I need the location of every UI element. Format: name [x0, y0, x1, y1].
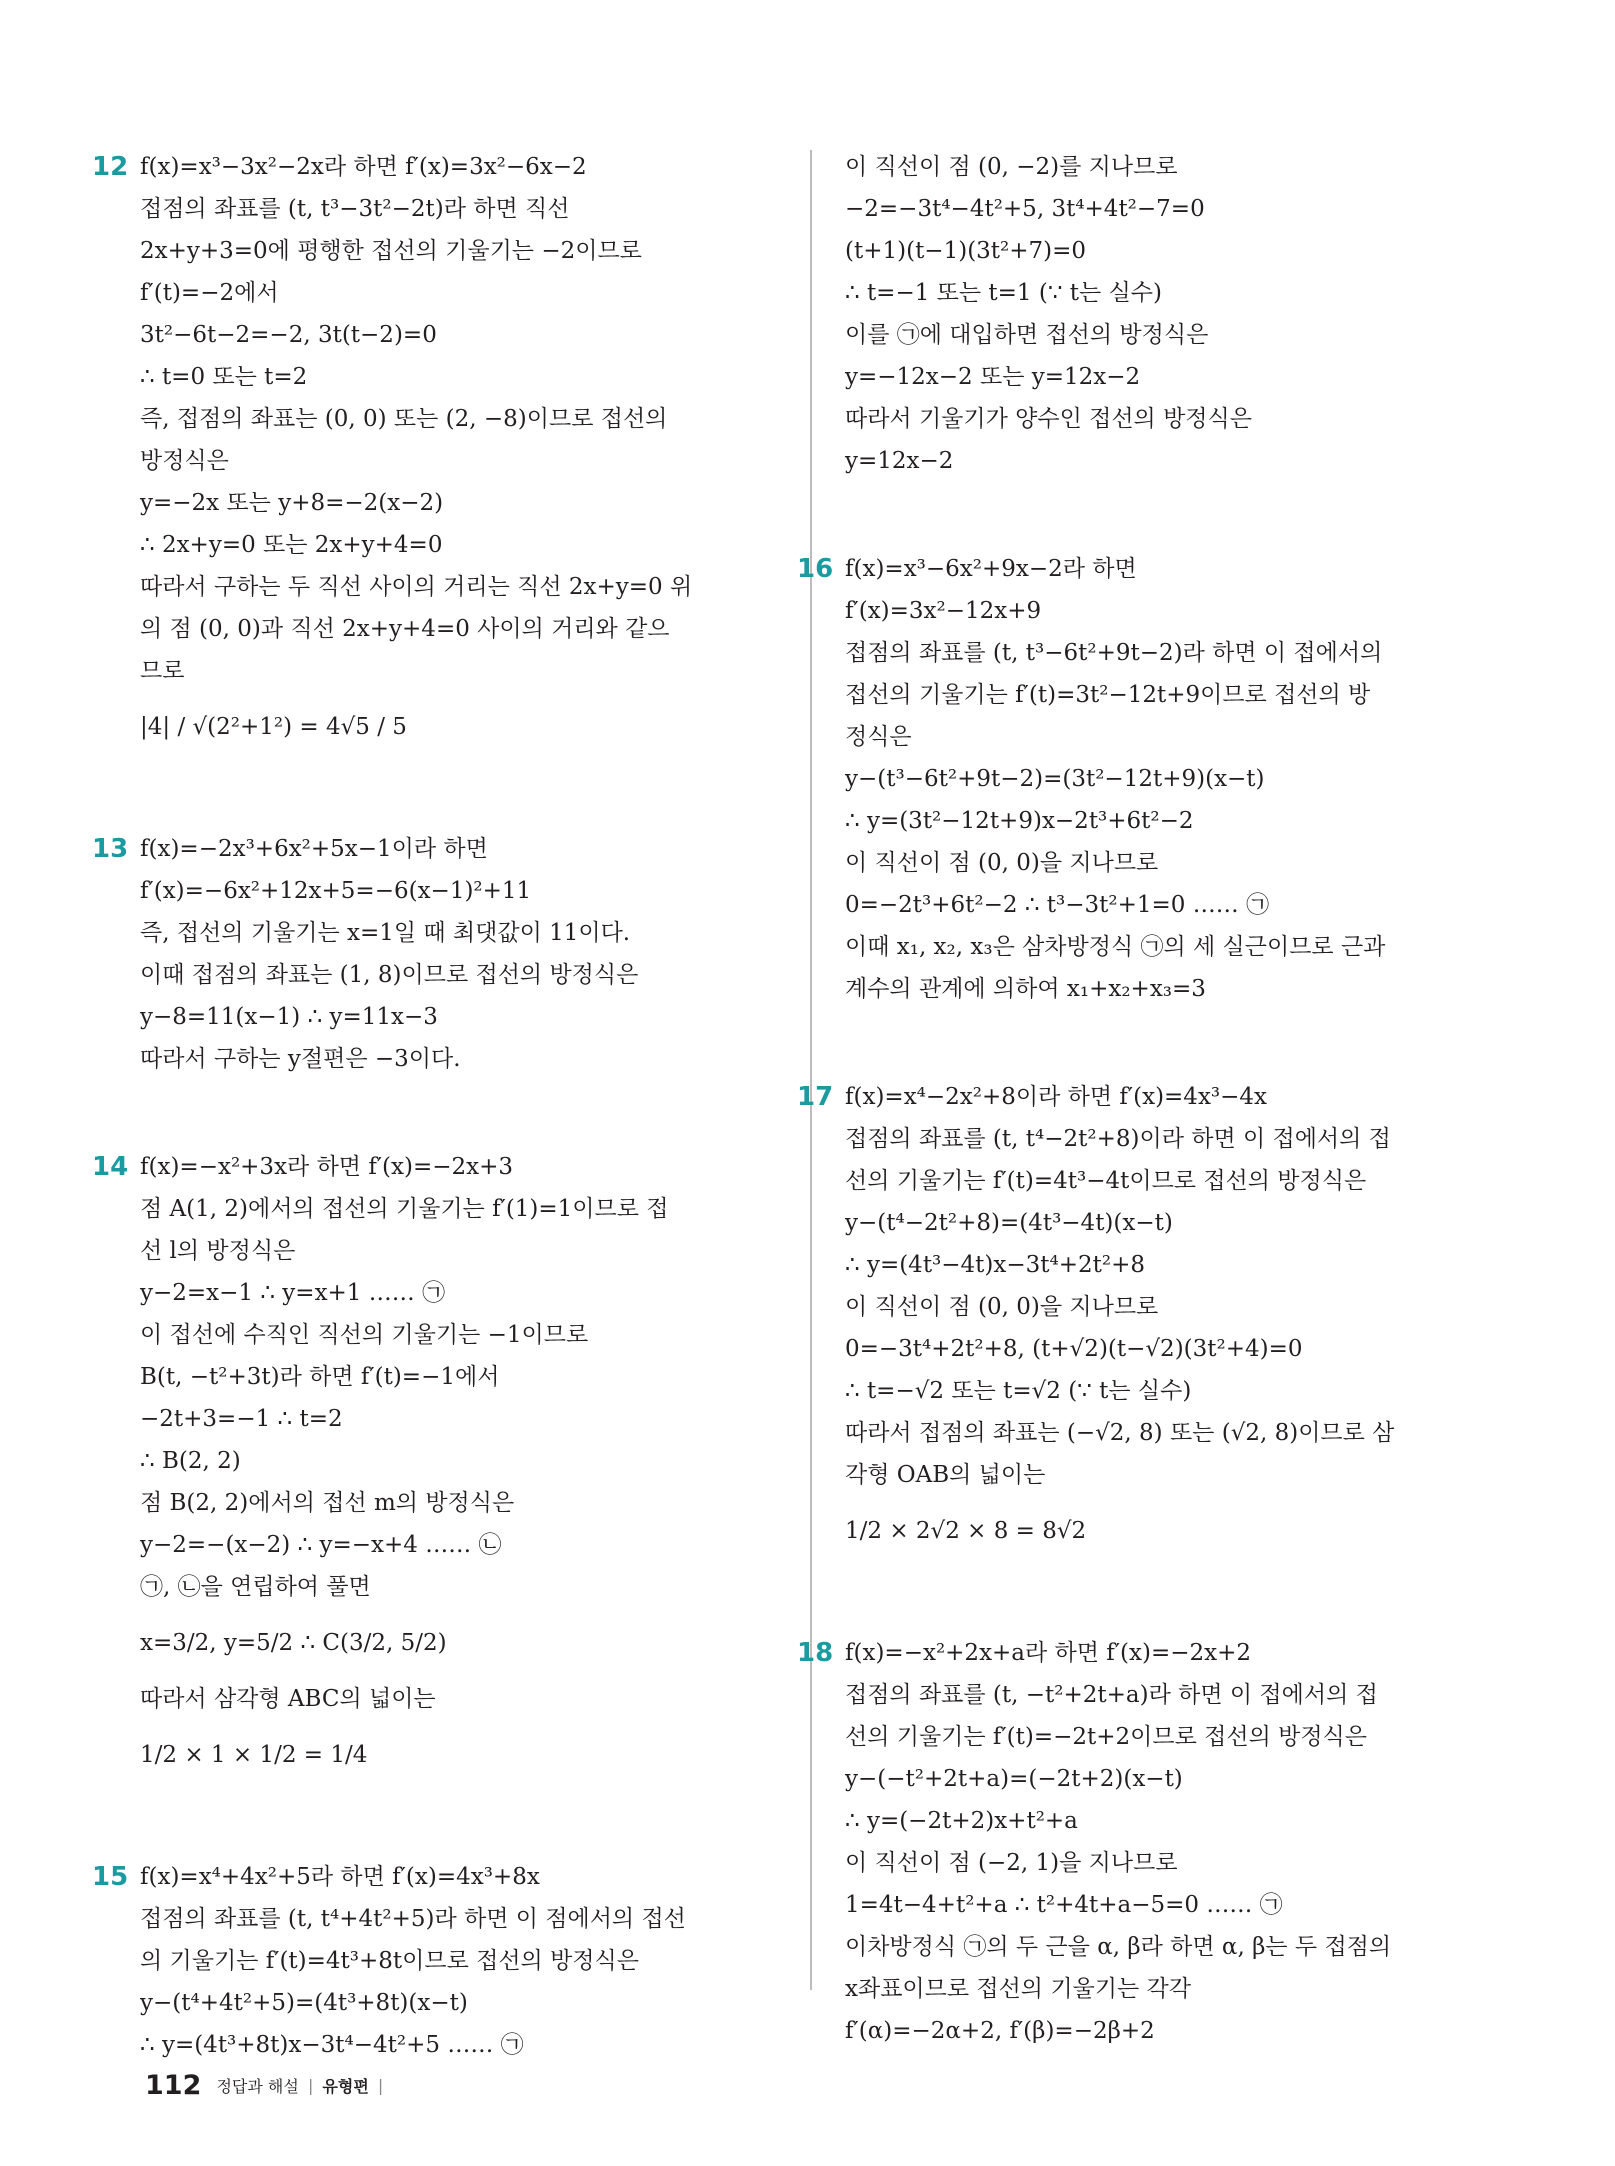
solution-line: y−2=x−1 ∴ y=x+1 …… ㉠	[140, 1280, 446, 1306]
solution-line: y=−12x−2 또는 y=12x−2	[845, 364, 1141, 390]
solution-line: x좌표이므로 접선의 기울기는 각각	[845, 1976, 1191, 2002]
solution-line: 각형 OAB의 넓이는	[845, 1462, 1046, 1488]
problem-number: 16	[797, 554, 834, 584]
solution-line: −2t+3=−1 ∴ t=2	[140, 1406, 343, 1432]
book-title: 정답과 해설	[216, 2077, 299, 2096]
solution-line: 점 B(2, 2)에서의 접선 m의 방정식은	[140, 1490, 515, 1516]
solution-line: 즉, 접점의 좌표는 (0, 0) 또는 (2, −8)이므로 접선의	[140, 406, 668, 432]
problem-number: 12	[92, 152, 129, 182]
solution-line: f′(t)=−2에서	[140, 280, 279, 306]
solution-line: 이 접선에 수직인 직선의 기울기는 −1이므로	[140, 1322, 589, 1348]
solution-line: 접점의 좌표를 (t, −t²+2t+a)라 하면 이 접에서의 접	[845, 1682, 1378, 1708]
solution-line: ∴ t=−√2 또는 t=√2 (∵ t는 실수)	[845, 1378, 1192, 1404]
problem-17	[797, 1076, 1485, 1566]
solution-line: 므로	[140, 658, 185, 684]
solution-line: 정식은	[845, 724, 912, 750]
solution-line: x=3/2, y=5/2 ∴ C(3/2, 5/2)	[140, 1630, 447, 1656]
solution-line: ∴ B(2, 2)	[140, 1448, 241, 1474]
solution-line: 접점의 좌표를 (t, t³−6t²+9t−2)라 하면 이 접에서의	[845, 640, 1383, 666]
solution-line: −2=−3t⁴−4t²+5, 3t⁴+4t²−7=0	[845, 196, 1205, 222]
part-name: 유형편	[322, 2077, 369, 2096]
problem-15	[92, 1856, 780, 2066]
solution-line: 이때 접점의 좌표는 (1, 8)이므로 접선의 방정식은	[140, 962, 639, 988]
solution-line: y=−2x 또는 y+8=−2(x−2)	[140, 490, 444, 516]
page-footer	[145, 2070, 387, 2101]
solution-line: y−2=−(x−2) ∴ y=−x+4 …… ㉡	[140, 1532, 502, 1558]
solution-line: y−(−t²+2t+a)=(−2t+2)(x−t)	[845, 1766, 1183, 1792]
solution-line: f(x)=−2x³+6x²+5x−1이라 하면	[140, 836, 488, 862]
solution-line: 이 직선이 점 (0, −2)를 지나므로	[845, 154, 1178, 180]
solution-line: y−(t³−6t²+9t−2)=(3t²−12t+9)(x−t)	[845, 766, 1265, 792]
solution-line: 따라서 구하는 y절편은 −3이다.	[140, 1046, 461, 1072]
problem-number: 15	[92, 1862, 129, 1892]
solution-line: 1=4t−4+t²+a ∴ t²+4t+a−5=0 …… ㉠	[845, 1892, 1283, 1918]
solution-line: y−(t⁴−2t²+8)=(4t³−4t)(x−t)	[845, 1210, 1173, 1236]
solution-line: 따라서 삼각형 ABC의 넓이는	[140, 1686, 436, 1712]
solution-line: 접선의 기울기는 f′(t)=3t²−12t+9이므로 접선의 방	[845, 682, 1371, 708]
footer-separator: |	[377, 2076, 384, 2095]
problem-14	[92, 1146, 780, 1790]
problem-number: 14	[92, 1152, 129, 1182]
solution-line: y=12x−2	[845, 448, 954, 474]
solution-line: 이차방정식 ㉠의 두 근을 α, β라 하면 α, β는 두 접점의	[845, 1934, 1392, 1960]
problem-12	[92, 146, 780, 762]
solution-line: |4| / √(2²+1²) = 4√5 / 5	[140, 714, 407, 740]
solution-line: f′(x)=3x²−12x+9	[845, 598, 1042, 624]
solution-line: y−(t⁴+4t²+5)=(4t³+8t)(x−t)	[140, 1990, 468, 2016]
solution-line: 2x+y+3=0에 평행한 접선의 기울기는 −2이므로	[140, 238, 642, 264]
solution-line: 선의 기울기는 f′(t)=−2t+2이므로 접선의 방정식은	[845, 1724, 1367, 1750]
solution-line: ∴ y=(−2t+2)x+t²+a	[845, 1808, 1078, 1834]
solution-line: 1/2 × 1 × 1/2 = 1/4	[140, 1742, 368, 1768]
solution-line: ㉠, ㉡을 연립하여 풀면	[140, 1574, 371, 1600]
footer-separator: |	[307, 2076, 314, 2095]
left-column	[92, 146, 780, 2066]
solution-line: ∴ t=−1 또는 t=1 (∵ t는 실수)	[845, 280, 1162, 306]
solution-line: f(x)=x⁴−2x²+8이라 하면 f′(x)=4x³−4x	[845, 1084, 1268, 1110]
solution-line: y−8=11(x−1) ∴ y=11x−3	[140, 1004, 438, 1030]
solution-line: 1/2 × 2√2 × 8 = 8√2	[845, 1518, 1087, 1544]
solution-line: ∴ y=(3t²−12t+9)x−2t³+6t²−2	[845, 808, 1194, 834]
solution-line: f′(α)=−2α+2, f′(β)=−2β+2	[845, 2018, 1155, 2044]
problem-13	[92, 828, 780, 1080]
solution-line: 3t²−6t−2=−2, 3t(t−2)=0	[140, 322, 437, 348]
solution-line: f(x)=x³−3x²−2x라 하면 f′(x)=3x²−6x−2	[140, 154, 587, 180]
solution-line: f(x)=−x²+2x+a라 하면 f′(x)=−2x+2	[845, 1640, 1252, 1666]
solution-line: ∴ 2x+y=0 또는 2x+y+4=0	[140, 532, 443, 558]
problem-15-continued	[845, 146, 1485, 482]
solution-line: f(x)=−x²+3x라 하면 f′(x)=−2x+3	[140, 1154, 514, 1180]
solution-line: (t+1)(t−1)(3t²+7)=0	[845, 238, 1087, 264]
solution-line: 따라서 구하는 두 직선 사이의 거리는 직선 2x+y=0 위	[140, 574, 693, 600]
solution-line: 점 A(1, 2)에서의 접선의 기울기는 f′(1)=1이므로 접	[140, 1196, 669, 1222]
problem-16	[797, 548, 1485, 1010]
page-number: 112	[145, 2070, 202, 2101]
solution-line: 계수의 관계에 의하여 x₁+x₂+x₃=3	[845, 976, 1206, 1002]
solution-line: 0=−2t³+6t²−2 ∴ t³−3t²+1=0 …… ㉠	[845, 892, 1270, 918]
solution-line: f(x)=x³−6x²+9x−2라 하면	[845, 556, 1137, 582]
solution-line: 따라서 기울기가 양수인 접선의 방정식은	[845, 406, 1252, 432]
problem-number: 18	[797, 1638, 834, 1668]
solution-line: 즉, 접선의 기울기는 x=1일 때 최댓값이 11이다.	[140, 920, 631, 946]
solution-line: 접점의 좌표를 (t, t⁴+4t²+5)라 하면 이 점에서의 접선	[140, 1906, 686, 1932]
problem-number: 17	[797, 1082, 834, 1112]
solution-line: 이 직선이 점 (0, 0)을 지나므로	[845, 850, 1159, 876]
solution-line: 따라서 접점의 좌표는 (−√2, 8) 또는 (√2, 8)이므로 삼	[845, 1420, 1395, 1446]
solution-line: B(t, −t²+3t)라 하면 f′(t)=−1에서	[140, 1364, 500, 1390]
solution-line: 이 직선이 점 (−2, 1)을 지나므로	[845, 1850, 1178, 1876]
solution-line: 방정식은	[140, 448, 229, 474]
solution-line: f(x)=x⁴+4x²+5라 하면 f′(x)=4x³+8x	[140, 1864, 540, 1890]
solution-line: 접점의 좌표를 (t, t⁴−2t²+8)이라 하면 이 접에서의 접	[845, 1126, 1391, 1152]
solution-line: 0=−3t⁴+2t²+8, (t+√2)(t−√2)(3t²+4)=0	[845, 1336, 1303, 1362]
solution-line: 의 기울기는 f′(t)=4t³+8t이므로 접선의 방정식은	[140, 1948, 639, 1974]
solution-line: ∴ y=(4t³−4t)x−3t⁴+2t²+8	[845, 1252, 1146, 1278]
solution-line: 이 직선이 점 (0, 0)을 지나므로	[845, 1294, 1159, 1320]
solution-line: 이를 ㉠에 대입하면 접선의 방정식은	[845, 322, 1209, 348]
solution-line: ∴ y=(4t³+8t)x−3t⁴−4t²+5 …… ㉠	[140, 2032, 524, 2058]
solution-line: f′(x)=−6x²+12x+5=−6(x−1)²+11	[140, 878, 532, 904]
solution-line: 접점의 좌표를 (t, t³−3t²−2t)라 하면 직선	[140, 196, 570, 222]
solution-line: 의 점 (0, 0)과 직선 2x+y+4=0 사이의 거리와 같으	[140, 616, 670, 642]
solution-line: 선의 기울기는 f′(t)=4t³−4t이므로 접선의 방정식은	[845, 1168, 1367, 1194]
right-column	[797, 146, 1485, 2052]
solution-line: 이때 x₁, x₂, x₃은 삼차방정식 ㉠의 세 실근이므로 근과	[845, 934, 1386, 960]
problem-number: 13	[92, 834, 129, 864]
solution-line: 선 l의 방정식은	[140, 1238, 296, 1264]
solution-line: ∴ t=0 또는 t=2	[140, 364, 308, 390]
problem-18	[797, 1632, 1485, 2052]
column-divider	[810, 150, 812, 1990]
